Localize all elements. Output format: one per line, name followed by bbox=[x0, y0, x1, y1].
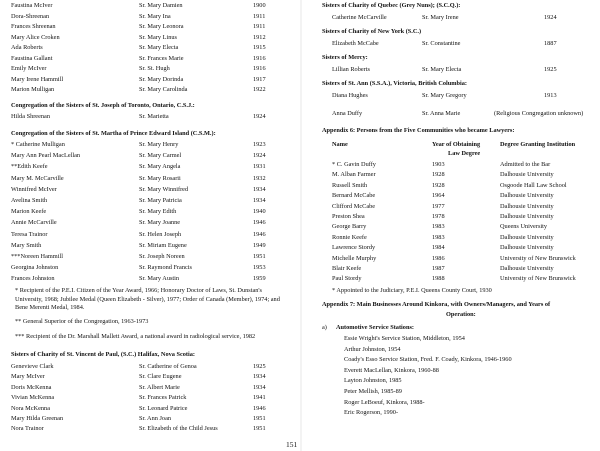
table-cell: 1917 bbox=[253, 76, 266, 83]
table-cell: Sr. Mary Austin bbox=[139, 275, 180, 282]
table-cell: Dalhousie University bbox=[500, 203, 554, 210]
table-cell: Clifford McCabe bbox=[332, 203, 376, 210]
table-cell: Sr. Mary Linus bbox=[139, 34, 177, 41]
table-cell: 1923 bbox=[253, 141, 266, 148]
table-cell: 1916 bbox=[253, 65, 266, 72]
table-cell: * Catherine Mulligan bbox=[11, 141, 65, 148]
table-cell: George Barry bbox=[332, 223, 367, 230]
table-cell: Sr. Frances Patrick bbox=[139, 394, 187, 401]
table-cell: Dalhousie University bbox=[500, 213, 554, 220]
table-cell: Admitted to the Bar bbox=[500, 161, 551, 168]
table-cell: Georgina Johnston bbox=[11, 264, 59, 271]
table-cell: Frances Shreenan bbox=[11, 23, 56, 30]
table-cell: Preston Shea bbox=[332, 213, 365, 220]
table-cell: 1934 bbox=[253, 373, 266, 380]
table-cell: Avelina Smith bbox=[11, 197, 48, 204]
table-cell: 1912 bbox=[253, 34, 266, 41]
section-heading: Sisters of Charity of Quebec (Grey Nuns); (S.C.Q.): bbox=[322, 2, 461, 9]
table-cell: Vivian McKenna bbox=[11, 394, 55, 401]
table-cell: 1988 bbox=[432, 275, 445, 282]
section-heading: Automotive Service Stations: bbox=[336, 324, 414, 331]
list-item: Layton Johnston, 1985 bbox=[344, 377, 402, 384]
table-cell: 1951 bbox=[253, 415, 266, 422]
table-cell: 1959 bbox=[253, 275, 266, 282]
table-cell: Sr. Mary Electa bbox=[422, 66, 462, 73]
list-item: Peter Mellish, 1985-89 bbox=[344, 388, 402, 395]
table-cell: 1946 bbox=[253, 405, 266, 412]
table-cell: 1925 bbox=[544, 66, 557, 73]
table-cell: Sr. Mary Patricia bbox=[139, 197, 182, 204]
table-cell: 1924 bbox=[253, 152, 266, 159]
table-cell: 1978 bbox=[432, 213, 445, 220]
table-cell: Sr. Mary Irene bbox=[422, 14, 459, 21]
table-cell: Sr. St. Hugh bbox=[139, 65, 170, 72]
column-header: Year of Obtaining bbox=[432, 141, 481, 148]
table-cell: Mary Hilda Greenan bbox=[11, 415, 64, 422]
table-cell: Mary McIver bbox=[11, 373, 45, 380]
footnote: ** General Superior of the Congregation, 1963-1973 bbox=[15, 318, 149, 325]
table-cell: Sr. Miriam Eugene bbox=[139, 242, 187, 249]
table-cell: University of New Brunswick bbox=[500, 255, 576, 262]
table-cell: 1977 bbox=[432, 203, 445, 210]
list-item: Coady's Esso Service Station, Fred. F. Coady, Kinkora, 1946-1960 bbox=[344, 356, 512, 363]
table-cell: Elizabeth McCabe bbox=[332, 40, 379, 47]
table-cell: Sr. Mary Winnifred bbox=[139, 186, 189, 193]
table-cell: Paul Stordy bbox=[332, 275, 362, 282]
table-cell: Sr. Mary Rosarii bbox=[139, 175, 181, 182]
table-cell: Emily McIver bbox=[11, 65, 47, 72]
table-cell: Sr. Helen Joseph bbox=[139, 231, 182, 238]
table-cell: Dora-Shreenan bbox=[11, 13, 50, 20]
table-cell: (Religious Congregation unknown) bbox=[494, 110, 584, 117]
table-cell: Faustina Gallant bbox=[11, 55, 53, 62]
table-cell: Michelle Murphy bbox=[332, 255, 377, 262]
table-cell: Anna Duffy bbox=[332, 110, 363, 117]
table-cell: Marion Mulligan bbox=[11, 86, 55, 93]
table-cell: Sr. Marietta bbox=[139, 113, 169, 120]
table-cell: Faustina McIver bbox=[11, 2, 53, 9]
table-cell: 1934 bbox=[253, 384, 266, 391]
table-cell: 1887 bbox=[544, 40, 557, 47]
table-cell: Diana Hughes bbox=[332, 92, 368, 99]
table-cell: 1987 bbox=[432, 265, 445, 272]
table-cell: 1934 bbox=[253, 186, 266, 193]
table-cell: **Edith Keefe bbox=[11, 163, 48, 170]
table-cell: Sr. Mary Ina bbox=[139, 13, 171, 20]
table-cell: 1916 bbox=[253, 55, 266, 62]
table-cell: 1911 bbox=[253, 23, 266, 30]
table-cell: Sr. Frances Marie bbox=[139, 55, 184, 62]
table-cell: 1983 bbox=[432, 223, 445, 230]
section-heading: Sisters of Charity of St. Vincent de Paul, (S.C.) Halifax, Nova Scotia: bbox=[11, 351, 195, 358]
page-number: 151 bbox=[286, 440, 298, 449]
table-cell: Sr. Mary Electa bbox=[139, 44, 179, 51]
table-cell: 1925 bbox=[253, 363, 266, 370]
footnote: * Appointed to the Judiciary, P.E.I. Queens County Court, 1930 bbox=[332, 287, 492, 294]
table-cell: 1931 bbox=[253, 163, 266, 170]
table-cell: 1913 bbox=[544, 92, 557, 99]
table-cell: 1984 bbox=[432, 244, 445, 251]
table-cell: 1900 bbox=[253, 2, 266, 9]
table-cell: Ronnie Keefe bbox=[332, 234, 367, 241]
table-cell: 1903 bbox=[432, 161, 445, 168]
table-cell: Genevieve Clark bbox=[11, 363, 54, 370]
table-cell: 1951 bbox=[253, 425, 266, 432]
table-cell: 1941 bbox=[253, 394, 266, 401]
list-item: Arthur Johnston, 1954 bbox=[344, 346, 401, 353]
table-cell: Catherine McCarville bbox=[332, 14, 387, 21]
list-item: Everett MacLellan, Kinkora, 1960-88 bbox=[344, 367, 439, 374]
table-cell: 1928 bbox=[432, 171, 445, 178]
table-cell: Mary Alice Croken bbox=[11, 34, 60, 41]
table-cell: Sr. Catherine of Genoa bbox=[139, 363, 197, 370]
section-heading: Operation: bbox=[446, 311, 476, 318]
table-cell: Dalhousie University bbox=[500, 192, 554, 199]
table-cell: 1922 bbox=[253, 86, 266, 93]
list-label: a) bbox=[322, 324, 327, 331]
table-cell: Mary Ann Pearl MacLellan bbox=[11, 152, 81, 159]
section-heading: Congregation of the Sisters of St. Joseph of Toronto, Ontario, C.S.J.: bbox=[11, 102, 195, 109]
table-cell: 1949 bbox=[253, 242, 266, 249]
table-cell: Blair Keefe bbox=[332, 265, 362, 272]
section-heading: Sisters of Charity of New York (S.C.) bbox=[322, 28, 422, 35]
column-header: Law Degree bbox=[448, 150, 481, 157]
table-cell: Osgoode Hall Law School bbox=[500, 182, 567, 189]
table-cell: 1946 bbox=[253, 219, 266, 226]
table-cell: Bernard McCabe bbox=[332, 192, 376, 199]
table-cell: 1983 bbox=[432, 234, 445, 241]
column-header: Degree Granting Institution bbox=[500, 141, 576, 148]
table-cell: Annie McCarville bbox=[11, 219, 57, 226]
table-cell: University of New Brunswick bbox=[500, 275, 576, 282]
table-cell: Sr. Mary Edith bbox=[139, 208, 177, 215]
table-cell: Marion Keefe bbox=[11, 208, 47, 215]
table-cell: Sr. Leonard Patrice bbox=[139, 405, 188, 412]
table-cell: Ada Roberts bbox=[11, 44, 43, 51]
table-cell: 1924 bbox=[253, 113, 266, 120]
table-cell: 1964 bbox=[432, 192, 445, 199]
table-cell: 1932 bbox=[253, 175, 266, 182]
table-cell: 1928 bbox=[432, 182, 445, 189]
table-cell: Sr. Albert Marie bbox=[139, 384, 180, 391]
section-heading: Sisters of St. Ann (S.S.A.), Victoria, British Columbia: bbox=[322, 80, 468, 87]
table-cell: 1940 bbox=[253, 208, 266, 215]
footnote: *** Recipient of the Dr. Marshall Mallett Award, a national award in radiological service, 1982 bbox=[15, 333, 256, 340]
page-gutter bbox=[300, 0, 302, 451]
table-cell: Nora Trainor bbox=[11, 425, 44, 432]
table-cell: Sr. Raymond Francis bbox=[139, 264, 192, 271]
table-cell: Mary Irene Hammill bbox=[11, 76, 64, 83]
table-cell: 1953 bbox=[253, 264, 266, 271]
table-cell: Sr. Mary Leonora bbox=[139, 23, 184, 30]
table-cell: Nora McKenna bbox=[11, 405, 50, 412]
table-cell: Sr. Anna Marie bbox=[422, 110, 461, 117]
table-cell: Frances Johnston bbox=[11, 275, 55, 282]
table-cell: Sr. Constantine bbox=[422, 40, 461, 47]
table-cell: Hilda Shreenan bbox=[11, 113, 50, 120]
table-cell: Dalhousie University bbox=[500, 234, 554, 241]
table-cell: Sr. Mary Henry bbox=[139, 141, 179, 148]
table-cell: ***Noreen Hammill bbox=[11, 253, 63, 260]
table-cell: M. Alban Farmer bbox=[332, 171, 376, 178]
list-item: Essie Wright's Service Station, Middleton, 1954 bbox=[344, 335, 465, 342]
table-cell: Dalhousie University bbox=[500, 244, 554, 251]
table-cell: Sr. Mary Gregory bbox=[422, 92, 467, 99]
table-cell: Sr. Mary Carmel bbox=[139, 152, 182, 159]
table-cell: Doris McKenna bbox=[11, 384, 52, 391]
table-cell: Sr. Mary Dorinda bbox=[139, 76, 184, 83]
table-cell: 1986 bbox=[432, 255, 445, 262]
table-cell: Winnifred McIver bbox=[11, 186, 57, 193]
table-cell: Dalhousie University bbox=[500, 171, 554, 178]
table-cell: Sr. Elizabeth of the Child Jesus bbox=[139, 425, 218, 432]
table-cell: Lillian Roberts bbox=[332, 66, 370, 73]
table-cell: Sr. Mary Damien bbox=[139, 2, 183, 9]
section-heading: Appendix 7: Main Businesses Around Kinkora, with Owners/Managers, and Years of bbox=[322, 301, 551, 308]
table-cell: Mary Smith bbox=[11, 242, 42, 249]
table-cell: Sr. Joseph Noreen bbox=[139, 253, 185, 260]
table-cell: Sr. Mary Angela bbox=[139, 163, 181, 170]
footnote: * Recipient of the P.E.I. Citizen of the Year Award, 1966; Honorary Doctor of Laws, St. Dunstan's University, 1968; Jubilee Medal (Queen Elizabeth - Silver), 1977; Order of Canada (Member), 1974; and Bene Merenti Medal, 1984. bbox=[15, 287, 280, 311]
table-cell: Russell Smith bbox=[332, 182, 368, 189]
table-cell: 1915 bbox=[253, 44, 266, 51]
table-cell: Sr. Clare Eugene bbox=[139, 373, 182, 380]
table-cell: Queens University bbox=[500, 223, 548, 230]
table-cell: Sr. Ann Joan bbox=[139, 415, 172, 422]
section-heading: Appendix 6: Persons from the Five Communities who became Lawyers: bbox=[322, 127, 515, 134]
table-cell: 1946 bbox=[253, 231, 266, 238]
table-cell: Mary M. McCarville bbox=[11, 175, 64, 182]
section-heading: Sisters of Mercy: bbox=[322, 54, 368, 61]
section-heading: Congregation of the Sisters of St. Martha of Prince Edward Island (C.S.M.): bbox=[11, 130, 216, 137]
table-cell: 1934 bbox=[253, 197, 266, 204]
table-cell: Dalhousie University bbox=[500, 265, 554, 272]
table-cell: 1924 bbox=[544, 14, 557, 21]
table-cell: 1951 bbox=[253, 253, 266, 260]
list-item: Eric Rogerson, 1990- bbox=[344, 409, 399, 416]
table-cell: Sr. Mary Carolinda bbox=[139, 86, 188, 93]
list-item: Roger LeBoeuf, Kinkora, 1988- bbox=[344, 399, 425, 406]
table-cell: Lawrence Stordy bbox=[332, 244, 376, 251]
table-cell: * C. Gavin Duffy bbox=[332, 161, 376, 168]
column-header: Name bbox=[332, 141, 348, 148]
table-cell: Teresa Trainor bbox=[11, 231, 48, 238]
table-cell: 1911 bbox=[253, 13, 266, 20]
table-cell: Sr. Mary Joanne bbox=[139, 219, 181, 226]
